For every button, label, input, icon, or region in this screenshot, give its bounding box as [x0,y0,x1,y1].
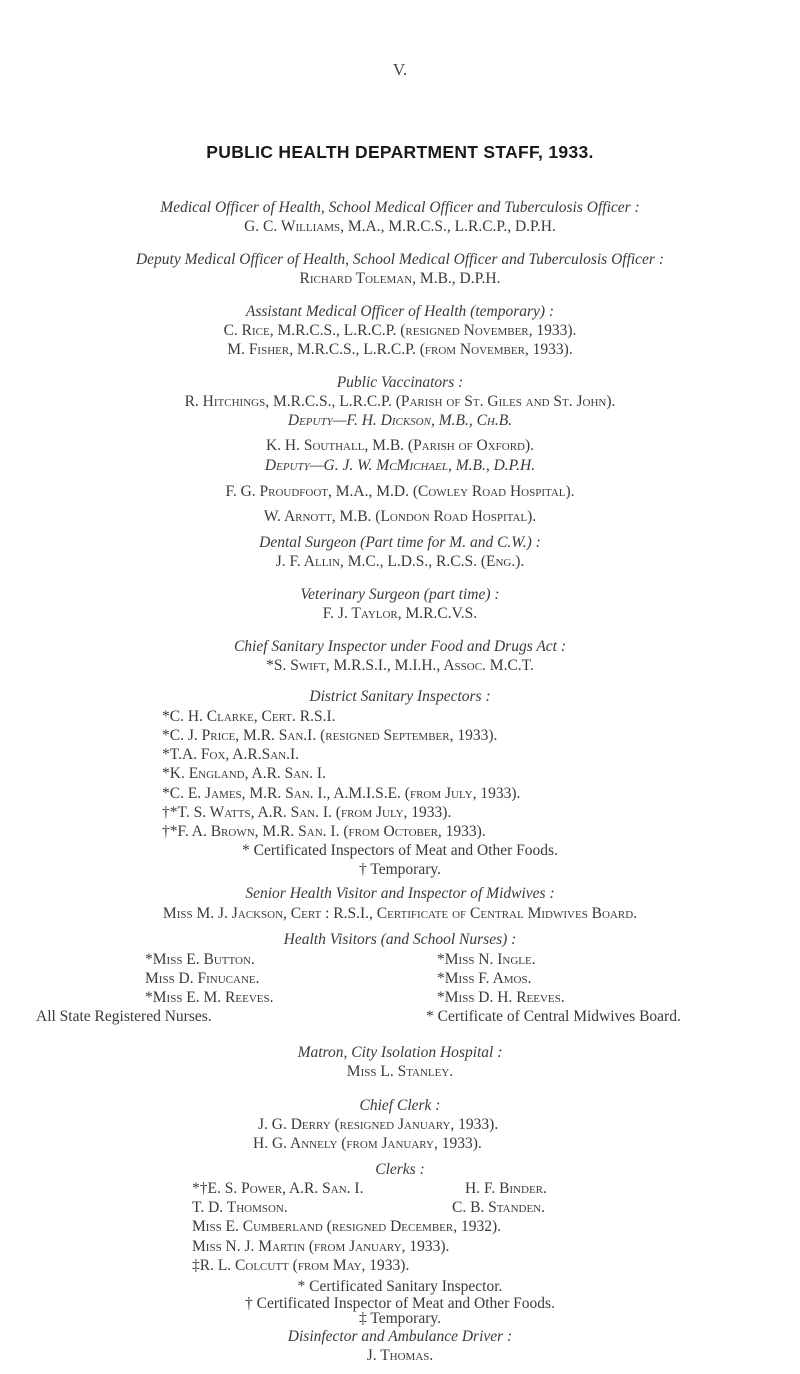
vaccinator-line: K. H. Southall, M.B. (Parish of Oxford). [265,437,535,454]
health-visitor-name: *Miss E. M. Reeves. [145,989,274,1006]
clerk-name: T. D. Thomson. [192,1199,288,1217]
vet-name: F. J. Taylor, M.R.C.V.S. [322,605,478,622]
footnote: All State Registered Nurses. [36,1008,212,1026]
moh-name: G. C. Williams, M.A., M.R.C.S., L.R.C.P., D.P.H. [244,218,556,236]
district-inspector: †*F. A. Brown, M.R. San. I. (from October, 1933). [162,822,486,840]
vaccinators-role: Public Vaccinators : [336,373,464,391]
assistant-moh-name: C. Rice, M.R.C.S., L.R.C.P. (resigned November, 1933). [223,321,577,339]
chief-sanitary-name: *S. Swift, M.R.S.I., M.I.H., Assoc. M.C.T. [266,656,534,674]
footnote: * Certificated Sanitary Inspector. [297,1277,503,1295]
dental-role: Dental Surgeon (Part time for M. and C.W.) : [259,534,541,551]
clerk-name: H. F. Binder. [465,1180,547,1197]
moh-role: Medical Officer of Health, School Medical Officer and Tuberculosis Officer : [160,199,640,216]
district-inspector: *K. England, A.R. San. I. [162,765,326,783]
assistant-moh-role: Assistant Medical Officer of Health (temporary) : [245,302,555,320]
footnote: * Certificated Inspectors of Meat and Other Foods. [242,842,558,860]
health-visitor-name: *Miss F. Amos. [437,969,532,987]
district-inspector: *T.A. Fox, A.R.San.I. [162,746,299,764]
page-title: PUBLIC HEALTH DEPARTMENT STAFF, 1933. [206,142,594,162]
clerk-name: C. B. Standen. [452,1199,546,1217]
matron-role: Matron, City Isolation Hospital : [297,1043,503,1061]
vaccinator-line: F. G. Proudfoot, M.A., M.D. (Cowley Road Hospital). [225,483,575,501]
clerk-name: Miss E. Cumberland (resigned December, 1932). [192,1218,502,1236]
district-inspector: †*T. S. Watts, A.R. San. I. (from July, 1933). [162,803,452,821]
vaccinator-line: Deputy—G. J. W. McMichael, M.B., D.P.H. [264,457,536,475]
clerk-name: Miss N. J. Martin (from January, 1933). [192,1237,450,1255]
health-visitor-name: *Miss N. Ingle. [437,950,536,968]
district-inspector: *C. J. Price, M.R. San.I. (resigned September, 1933). [162,726,498,744]
clerk-name: *†E. S. Power, A.R. San. I. [192,1180,364,1197]
footnote: † Certificated Inspector of Meat and Other Foods. [245,1295,555,1313]
district-sanitary-role: District Sanitary Inspectors : [309,687,491,705]
health-visitor-name: Miss D. Finucane. [145,969,260,987]
vaccinator-line: W. Arnott, M.B. (London Road Hospital). [263,508,537,526]
vet-role: Veterinary Surgeon (part time) : [300,585,500,603]
district-inspector: *C. E. James, M.R. San. I., A.M.I.S.E. (from July, 1933). [162,784,521,802]
chief-clerk-name: J. G. Derry (resigned January, 1933). [258,1115,499,1133]
matron-name: Miss L. Stanley. [346,1062,454,1080]
senior-hv-role: Senior Health Visitor and Inspector of Midwives : [245,885,555,903]
clerk-name: ‡R. L. Colcutt (from May, 1933). [192,1256,410,1274]
clerks-role: Clerks : [375,1160,425,1178]
footnote: ‡ Temporary. [359,1310,441,1328]
district-inspector: *C. H. Clarke, Cert. R.S.I. [162,707,336,725]
deputy-moh-name: Richard Toleman, M.B., D.P.H. [299,270,501,287]
disinfector-name: J. Thomas. [366,1347,434,1364]
dental-name: J. F. Allin, M.C., L.D.S., R.C.S. (Eng.). [275,553,525,571]
deputy-moh-role: Deputy Medical Officer of Health, School Medical Officer and Tuberculosis Officer : [135,250,665,268]
disinfector-role: Disinfector and Ambulance Driver : [287,1327,513,1345]
health-visitors-role: Health Visitors (and School Nurses) : [283,931,517,949]
vaccinator-line: R. Hitchings, M.R.C.S., L.R.C.P. (Parish of St. Giles and St. John). [184,392,616,410]
chief-clerk-name: H. G. Annely (from January, 1933). [253,1134,482,1152]
chief-clerk-role: Chief Clerk : [359,1096,441,1114]
chief-sanitary-role: Chief Sanitary Inspector under Food and Drugs Act : [233,637,567,655]
senior-hv-name: Miss M. J. Jackson, Cert : R.S.I., Certificate of Central Midwives Board. [162,904,638,922]
health-visitor-name: *Miss D. H. Reeves. [437,989,565,1006]
footnote: † Temporary. [359,861,441,879]
assistant-moh-name: M. Fisher, M.R.C.S., L.R.C.P. (from November, 1933). [227,341,573,359]
page-number: V. [392,60,408,79]
vaccinator-line: Deputy—F. H. Dickson, M.B., Ch.B. [287,412,513,430]
health-visitor-name: *Miss E. Button. [145,950,255,968]
footnote: * Certificate of Central Midwives Board. [426,1008,681,1026]
